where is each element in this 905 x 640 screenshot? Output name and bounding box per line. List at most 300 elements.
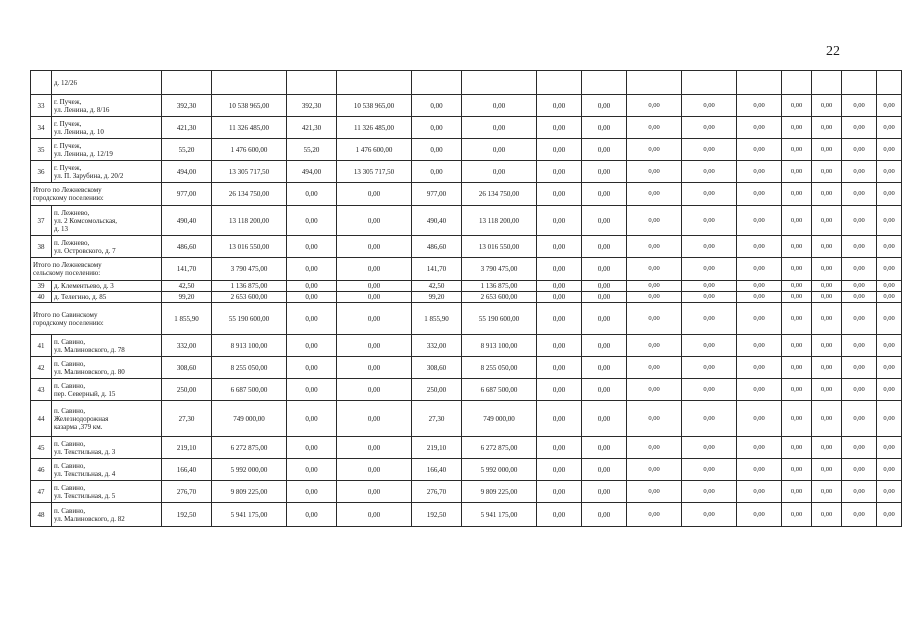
value-cell: 0,00 bbox=[537, 303, 582, 335]
value-cell: 0,00 bbox=[737, 236, 782, 258]
value-cell: 0,00 bbox=[337, 401, 412, 437]
row-number: 42 bbox=[31, 357, 52, 379]
value-cell: 8 913 100,00 bbox=[462, 335, 537, 357]
value-cell: 0,00 bbox=[682, 503, 737, 527]
value-cell: 0,00 bbox=[842, 95, 877, 117]
value-cell bbox=[537, 71, 582, 95]
value-cell: 494,00 bbox=[162, 161, 212, 183]
value-cell: 0,00 bbox=[812, 281, 842, 292]
value-cell bbox=[212, 71, 287, 95]
row-number: 48 bbox=[31, 503, 52, 527]
address-cell: п. Савино, ул. Текстильная, д. 5 bbox=[52, 481, 162, 503]
subtotal-label: Итого по Савинскому городскому поселению: bbox=[31, 303, 162, 335]
value-cell: 0,00 bbox=[842, 335, 877, 357]
value-cell: 99,20 bbox=[412, 292, 462, 303]
value-cell: 2 653 600,00 bbox=[212, 292, 287, 303]
value-cell: 3 790 475,00 bbox=[212, 258, 287, 281]
address-cell: п. Савино, пер. Северный, д. 15 bbox=[52, 379, 162, 401]
row-number: 39 bbox=[31, 281, 52, 292]
value-cell: 0,00 bbox=[582, 401, 627, 437]
value-cell: 0,00 bbox=[877, 236, 902, 258]
value-cell: 219,10 bbox=[162, 437, 212, 459]
value-cell: 0,00 bbox=[682, 236, 737, 258]
value-cell: 0,00 bbox=[782, 503, 812, 527]
address-cell: п. Савино, ул. Малиновского, д. 78 bbox=[52, 335, 162, 357]
value-cell: 1 855,90 bbox=[162, 303, 212, 335]
table-row bbox=[31, 335, 902, 357]
value-cell: 0,00 bbox=[877, 161, 902, 183]
value-cell bbox=[337, 71, 412, 95]
value-cell: 308,60 bbox=[162, 357, 212, 379]
value-cell: 0,00 bbox=[287, 183, 337, 206]
value-cell: 26 134 750,00 bbox=[462, 183, 537, 206]
value-cell: 0,00 bbox=[737, 258, 782, 281]
value-cell: 276,70 bbox=[162, 481, 212, 503]
value-cell bbox=[877, 71, 902, 95]
value-cell: 0,00 bbox=[337, 281, 412, 292]
table-row bbox=[31, 236, 902, 258]
value-cell: 0,00 bbox=[537, 379, 582, 401]
value-cell: 0,00 bbox=[877, 335, 902, 357]
value-cell: 0,00 bbox=[337, 357, 412, 379]
value-cell: 0,00 bbox=[537, 335, 582, 357]
value-cell: 0,00 bbox=[337, 183, 412, 206]
value-cell: 0,00 bbox=[782, 292, 812, 303]
value-cell bbox=[162, 71, 212, 95]
value-cell: 0,00 bbox=[582, 95, 627, 117]
value-cell: 0,00 bbox=[287, 292, 337, 303]
value-cell: 0,00 bbox=[337, 258, 412, 281]
address-cell: г. Пучеж, ул. Ленина, д. 10 bbox=[52, 117, 162, 139]
value-cell: 13 118 200,00 bbox=[212, 206, 287, 236]
value-cell: 2 653 600,00 bbox=[462, 292, 537, 303]
value-cell: 26 134 750,00 bbox=[212, 183, 287, 206]
value-cell: 0,00 bbox=[537, 292, 582, 303]
value-cell: 0,00 bbox=[877, 117, 902, 139]
value-cell: 0,00 bbox=[627, 236, 682, 258]
value-cell: 0,00 bbox=[537, 236, 582, 258]
value-cell: 1 136 875,00 bbox=[462, 281, 537, 292]
value-cell: 0,00 bbox=[782, 236, 812, 258]
housing-program-table bbox=[30, 70, 902, 527]
value-cell: 5 941 175,00 bbox=[462, 503, 537, 527]
value-cell: 0,00 bbox=[842, 357, 877, 379]
subtotal-label: Итого по Лежневскому сельскому поселению: bbox=[31, 258, 162, 281]
address-cell: п. Савино, Железнодорожная казарма ,379 км. bbox=[52, 401, 162, 437]
value-cell: 0,00 bbox=[337, 459, 412, 481]
table-row bbox=[31, 71, 902, 95]
value-cell: 0,00 bbox=[287, 281, 337, 292]
value-cell: 0,00 bbox=[337, 481, 412, 503]
value-cell: 0,00 bbox=[812, 206, 842, 236]
value-cell: 0,00 bbox=[877, 303, 902, 335]
value-cell: 42,50 bbox=[162, 281, 212, 292]
address-cell: д. 12/26 bbox=[52, 71, 162, 95]
value-cell: 0,00 bbox=[582, 437, 627, 459]
value-cell: 0,00 bbox=[877, 401, 902, 437]
value-cell: 0,00 bbox=[582, 379, 627, 401]
value-cell: 0,00 bbox=[877, 183, 902, 206]
value-cell: 0,00 bbox=[842, 161, 877, 183]
table-row bbox=[31, 206, 902, 236]
value-cell: 0,00 bbox=[842, 183, 877, 206]
value-cell: 0,00 bbox=[842, 292, 877, 303]
value-cell: 0,00 bbox=[812, 303, 842, 335]
value-cell: 421,30 bbox=[287, 117, 337, 139]
value-cell: 0,00 bbox=[627, 258, 682, 281]
value-cell: 219,10 bbox=[412, 437, 462, 459]
value-cell: 749 000,00 bbox=[212, 401, 287, 437]
address-cell: г. Пучеж, ул. П. Зарубина, д. 20/2 bbox=[52, 161, 162, 183]
value-cell: 0,00 bbox=[877, 437, 902, 459]
value-cell: 0,00 bbox=[842, 117, 877, 139]
value-cell bbox=[462, 71, 537, 95]
value-cell: 27,30 bbox=[412, 401, 462, 437]
value-cell: 0,00 bbox=[627, 379, 682, 401]
value-cell: 0,00 bbox=[537, 437, 582, 459]
value-cell: 0,00 bbox=[627, 303, 682, 335]
value-cell: 0,00 bbox=[682, 95, 737, 117]
value-cell: 0,00 bbox=[842, 303, 877, 335]
value-cell: 0,00 bbox=[287, 335, 337, 357]
value-cell: 192,50 bbox=[412, 503, 462, 527]
value-cell: 0,00 bbox=[627, 503, 682, 527]
value-cell: 0,00 bbox=[287, 258, 337, 281]
value-cell: 0,00 bbox=[842, 503, 877, 527]
value-cell: 0,00 bbox=[287, 303, 337, 335]
value-cell: 0,00 bbox=[627, 161, 682, 183]
value-cell: 0,00 bbox=[812, 379, 842, 401]
value-cell: 6 687 500,00 bbox=[462, 379, 537, 401]
value-cell: 0,00 bbox=[877, 292, 902, 303]
value-cell: 0,00 bbox=[737, 481, 782, 503]
value-cell: 0,00 bbox=[737, 206, 782, 236]
value-cell: 0,00 bbox=[582, 206, 627, 236]
value-cell: 0,00 bbox=[682, 401, 737, 437]
value-cell: 6 272 875,00 bbox=[462, 437, 537, 459]
row-number: 37 bbox=[31, 206, 52, 236]
value-cell: 0,00 bbox=[337, 236, 412, 258]
value-cell: 0,00 bbox=[627, 281, 682, 292]
subtotal-label: Итого по Лежневскому городскому поселению: bbox=[31, 183, 162, 206]
table-row bbox=[31, 139, 902, 161]
value-cell: 0,00 bbox=[812, 258, 842, 281]
value-cell: 0,00 bbox=[737, 459, 782, 481]
value-cell: 0,00 bbox=[812, 117, 842, 139]
value-cell: 0,00 bbox=[537, 503, 582, 527]
value-cell: 0,00 bbox=[737, 95, 782, 117]
value-cell: 0,00 bbox=[537, 161, 582, 183]
value-cell: 486,60 bbox=[412, 236, 462, 258]
value-cell: 0,00 bbox=[337, 437, 412, 459]
value-cell: 166,40 bbox=[162, 459, 212, 481]
value-cell: 0,00 bbox=[812, 236, 842, 258]
value-cell: 0,00 bbox=[877, 503, 902, 527]
address-cell: п. Савино, ул. Малиновского, д. 82 bbox=[52, 503, 162, 527]
value-cell: 0,00 bbox=[287, 401, 337, 437]
value-cell: 0,00 bbox=[627, 139, 682, 161]
value-cell: 0,00 bbox=[287, 236, 337, 258]
value-cell: 308,60 bbox=[412, 357, 462, 379]
value-cell: 0,00 bbox=[537, 401, 582, 437]
value-cell: 0,00 bbox=[337, 303, 412, 335]
value-cell: 0,00 bbox=[627, 459, 682, 481]
value-cell: 0,00 bbox=[582, 258, 627, 281]
value-cell: 0,00 bbox=[737, 379, 782, 401]
address-cell: п. Савино, ул. Малиновского, д. 80 bbox=[52, 357, 162, 379]
value-cell: 0,00 bbox=[782, 258, 812, 281]
value-cell: 0,00 bbox=[537, 258, 582, 281]
value-cell: 0,00 bbox=[582, 161, 627, 183]
table-row bbox=[31, 437, 902, 459]
value-cell: 0,00 bbox=[782, 161, 812, 183]
row-number: 45 bbox=[31, 437, 52, 459]
value-cell: 55 190 600,00 bbox=[212, 303, 287, 335]
value-cell: 0,00 bbox=[682, 183, 737, 206]
value-cell: 0,00 bbox=[812, 481, 842, 503]
address-cell: п. Лежнево, ул. 2 Комсомольская, д. 13 bbox=[52, 206, 162, 236]
value-cell: 0,00 bbox=[737, 357, 782, 379]
address-cell: г. Пучеж, ул. Ленина, д. 12/19 bbox=[52, 139, 162, 161]
value-cell: 0,00 bbox=[877, 459, 902, 481]
value-cell: 1 855,90 bbox=[412, 303, 462, 335]
value-cell: 0,00 bbox=[412, 161, 462, 183]
value-cell bbox=[842, 71, 877, 95]
value-cell: 0,00 bbox=[537, 357, 582, 379]
value-cell: 490,40 bbox=[412, 206, 462, 236]
value-cell: 0,00 bbox=[287, 379, 337, 401]
value-cell: 8 255 050,00 bbox=[462, 357, 537, 379]
value-cell: 0,00 bbox=[782, 335, 812, 357]
value-cell: 0,00 bbox=[287, 206, 337, 236]
value-cell: 0,00 bbox=[627, 206, 682, 236]
value-cell: 421,30 bbox=[162, 117, 212, 139]
value-cell: 8 255 050,00 bbox=[212, 357, 287, 379]
value-cell: 0,00 bbox=[537, 281, 582, 292]
value-cell: 0,00 bbox=[582, 503, 627, 527]
value-cell bbox=[582, 71, 627, 95]
value-cell: 0,00 bbox=[842, 206, 877, 236]
value-cell: 0,00 bbox=[462, 117, 537, 139]
value-cell: 0,00 bbox=[337, 206, 412, 236]
value-cell bbox=[412, 71, 462, 95]
value-cell: 192,50 bbox=[162, 503, 212, 527]
value-cell: 0,00 bbox=[842, 281, 877, 292]
value-cell: 0,00 bbox=[537, 95, 582, 117]
value-cell: 0,00 bbox=[782, 303, 812, 335]
value-cell: 27,30 bbox=[162, 401, 212, 437]
value-cell: 0,00 bbox=[582, 357, 627, 379]
value-cell: 0,00 bbox=[782, 437, 812, 459]
value-cell: 0,00 bbox=[737, 401, 782, 437]
value-cell: 0,00 bbox=[842, 379, 877, 401]
value-cell: 0,00 bbox=[737, 139, 782, 161]
value-cell: 0,00 bbox=[782, 379, 812, 401]
value-cell: 10 538 965,00 bbox=[337, 95, 412, 117]
value-cell: 0,00 bbox=[682, 281, 737, 292]
row-number: 44 bbox=[31, 401, 52, 437]
value-cell: 0,00 bbox=[782, 281, 812, 292]
value-cell: 0,00 bbox=[287, 459, 337, 481]
value-cell: 0,00 bbox=[812, 95, 842, 117]
value-cell: 0,00 bbox=[782, 183, 812, 206]
value-cell: 0,00 bbox=[412, 95, 462, 117]
value-cell: 0,00 bbox=[737, 303, 782, 335]
table-row bbox=[31, 117, 902, 139]
value-cell: 0,00 bbox=[842, 481, 877, 503]
value-cell: 494,00 bbox=[287, 161, 337, 183]
value-cell: 0,00 bbox=[682, 481, 737, 503]
value-cell: 0,00 bbox=[682, 357, 737, 379]
value-cell: 0,00 bbox=[682, 206, 737, 236]
table-row bbox=[31, 481, 902, 503]
value-cell: 0,00 bbox=[627, 95, 682, 117]
value-cell: 0,00 bbox=[782, 139, 812, 161]
value-cell: 0,00 bbox=[582, 139, 627, 161]
value-cell: 0,00 bbox=[337, 292, 412, 303]
value-cell bbox=[627, 71, 682, 95]
value-cell: 1 136 875,00 bbox=[212, 281, 287, 292]
row-number: 46 bbox=[31, 459, 52, 481]
table-row bbox=[31, 292, 902, 303]
value-cell: 0,00 bbox=[842, 459, 877, 481]
value-cell: 5 992 000,00 bbox=[212, 459, 287, 481]
value-cell: 0,00 bbox=[782, 95, 812, 117]
table-row bbox=[31, 379, 902, 401]
value-cell: 250,00 bbox=[162, 379, 212, 401]
row-number: 34 bbox=[31, 117, 52, 139]
value-cell: 0,00 bbox=[287, 503, 337, 527]
subtotal-row bbox=[31, 183, 902, 206]
value-cell: 0,00 bbox=[737, 292, 782, 303]
table-row bbox=[31, 459, 902, 481]
value-cell: 6 272 875,00 bbox=[212, 437, 287, 459]
value-cell: 8 913 100,00 bbox=[212, 335, 287, 357]
row-number: 43 bbox=[31, 379, 52, 401]
value-cell: 0,00 bbox=[682, 292, 737, 303]
value-cell: 392,30 bbox=[162, 95, 212, 117]
subtotal-row bbox=[31, 258, 902, 281]
value-cell: 55,20 bbox=[162, 139, 212, 161]
value-cell: 0,00 bbox=[627, 292, 682, 303]
value-cell: 0,00 bbox=[582, 236, 627, 258]
value-cell: 0,00 bbox=[737, 161, 782, 183]
value-cell: 0,00 bbox=[812, 161, 842, 183]
value-cell: 0,00 bbox=[877, 481, 902, 503]
value-cell: 0,00 bbox=[627, 183, 682, 206]
value-cell: 141,70 bbox=[412, 258, 462, 281]
value-cell: 11 326 485,00 bbox=[337, 117, 412, 139]
value-cell: 5 992 000,00 bbox=[462, 459, 537, 481]
value-cell: 0,00 bbox=[412, 117, 462, 139]
value-cell: 0,00 bbox=[627, 401, 682, 437]
value-cell: 0,00 bbox=[287, 481, 337, 503]
value-cell: 3 790 475,00 bbox=[462, 258, 537, 281]
value-cell: 0,00 bbox=[877, 357, 902, 379]
value-cell bbox=[737, 71, 782, 95]
value-cell: 0,00 bbox=[682, 303, 737, 335]
value-cell: 0,00 bbox=[682, 258, 737, 281]
value-cell: 0,00 bbox=[812, 357, 842, 379]
value-cell: 0,00 bbox=[582, 183, 627, 206]
value-cell: 0,00 bbox=[582, 292, 627, 303]
value-cell: 0,00 bbox=[627, 117, 682, 139]
value-cell: 0,00 bbox=[682, 117, 737, 139]
value-cell: 0,00 bbox=[842, 139, 877, 161]
value-cell: 0,00 bbox=[842, 401, 877, 437]
value-cell: 0,00 bbox=[627, 437, 682, 459]
value-cell: 332,00 bbox=[412, 335, 462, 357]
value-cell: 0,00 bbox=[877, 139, 902, 161]
subtotal-row bbox=[31, 303, 902, 335]
value-cell: 392,30 bbox=[287, 95, 337, 117]
value-cell: 0,00 bbox=[737, 503, 782, 527]
value-cell: 0,00 bbox=[782, 117, 812, 139]
value-cell: 11 326 485,00 bbox=[212, 117, 287, 139]
address-cell: п. Лежнево, ул. Островского, д. 7 bbox=[52, 236, 162, 258]
value-cell: 0,00 bbox=[287, 437, 337, 459]
value-cell: 0,00 bbox=[682, 139, 737, 161]
value-cell: 0,00 bbox=[627, 357, 682, 379]
value-cell: 486,60 bbox=[162, 236, 212, 258]
value-cell: 0,00 bbox=[582, 335, 627, 357]
value-cell: 141,70 bbox=[162, 258, 212, 281]
value-cell: 0,00 bbox=[582, 303, 627, 335]
value-cell bbox=[812, 71, 842, 95]
value-cell: 0,00 bbox=[877, 379, 902, 401]
value-cell: 13 016 550,00 bbox=[212, 236, 287, 258]
value-cell: 0,00 bbox=[537, 206, 582, 236]
value-cell: 977,00 bbox=[162, 183, 212, 206]
value-cell: 166,40 bbox=[412, 459, 462, 481]
value-cell: 0,00 bbox=[877, 281, 902, 292]
address-cell: г. Пучеж, ул. Ленина, д. 8/16 bbox=[52, 95, 162, 117]
value-cell: 0,00 bbox=[287, 357, 337, 379]
value-cell: 0,00 bbox=[582, 459, 627, 481]
value-cell: 0,00 bbox=[812, 437, 842, 459]
value-cell: 55 190 600,00 bbox=[462, 303, 537, 335]
value-cell: 0,00 bbox=[337, 503, 412, 527]
value-cell: 0,00 bbox=[877, 206, 902, 236]
value-cell: 99,20 bbox=[162, 292, 212, 303]
value-cell bbox=[682, 71, 737, 95]
value-cell: 0,00 bbox=[782, 481, 812, 503]
value-cell: 0,00 bbox=[812, 401, 842, 437]
row-number bbox=[31, 71, 52, 95]
value-cell: 0,00 bbox=[682, 437, 737, 459]
value-cell: 0,00 bbox=[582, 117, 627, 139]
value-cell: 0,00 bbox=[462, 161, 537, 183]
value-cell: 5 941 175,00 bbox=[212, 503, 287, 527]
address-cell: д. Клементьево, д. 3 bbox=[52, 281, 162, 292]
page-number: 22 bbox=[826, 44, 840, 59]
value-cell: 0,00 bbox=[337, 335, 412, 357]
value-cell: 0,00 bbox=[682, 335, 737, 357]
row-number: 33 bbox=[31, 95, 52, 117]
value-cell: 0,00 bbox=[537, 139, 582, 161]
table-row bbox=[31, 357, 902, 379]
value-cell: 250,00 bbox=[412, 379, 462, 401]
address-cell: п. Савино, ул. Текстильная, д. 4 bbox=[52, 459, 162, 481]
value-cell: 0,00 bbox=[462, 139, 537, 161]
table-row bbox=[31, 281, 902, 292]
table-row bbox=[31, 95, 902, 117]
table-row bbox=[31, 401, 902, 437]
value-cell: 0,00 bbox=[537, 117, 582, 139]
value-cell: 0,00 bbox=[537, 183, 582, 206]
value-cell: 0,00 bbox=[582, 281, 627, 292]
row-number: 47 bbox=[31, 481, 52, 503]
